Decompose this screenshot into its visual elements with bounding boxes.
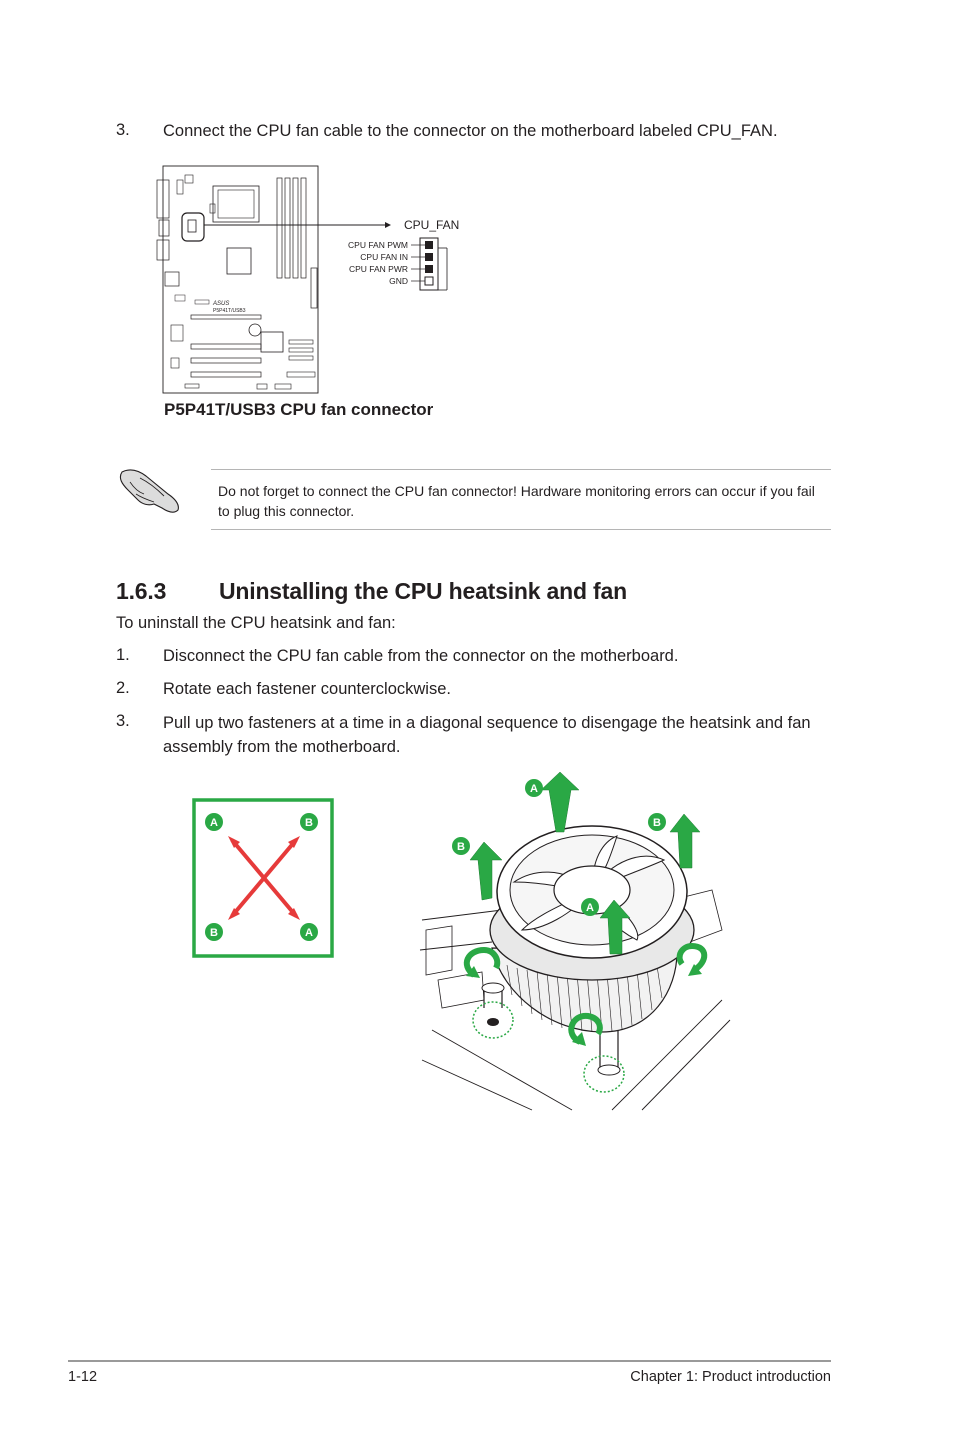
section-number: 1.6.3 xyxy=(116,578,167,604)
diagram-caption: P5P41T/USB3 CPU fan connector xyxy=(164,400,434,419)
brand-label: ASUS xyxy=(213,301,230,307)
svg-text:B: B xyxy=(210,927,218,939)
footer-rule xyxy=(68,1360,831,1362)
svg-text:A: A xyxy=(530,783,538,795)
step-3-number: 3. xyxy=(116,121,130,139)
section-title: Uninstalling the CPU heatsink and fan xyxy=(219,578,627,604)
pin-label-gnd: GND xyxy=(389,276,408,286)
step-3b-text: Pull up two fasteners at a time in a diagonal sequence to disengage the heatsink and fan assembly from the motherboard. xyxy=(163,714,811,756)
note-bottom-rule xyxy=(211,529,831,530)
badge-a-top-left xyxy=(205,813,223,831)
badge-b-bottom-left xyxy=(205,923,223,941)
heatsink-fan-illustration xyxy=(412,770,732,1115)
step-3b-number: 3. xyxy=(116,712,130,730)
svg-text:B: B xyxy=(457,841,465,853)
step-1-text: Disconnect the CPU fan cable from the connector on the motherboard. xyxy=(163,647,679,665)
board-label-on-diagram: P5P41T/USB3 xyxy=(213,308,246,314)
connector-name-label: CPU_FAN xyxy=(404,218,460,232)
intro-text: To uninstall the CPU heatsink and fan: xyxy=(116,614,396,632)
step-1-number: 1. xyxy=(116,646,130,664)
note-top-rule xyxy=(211,469,831,470)
badge-a-bottom-right xyxy=(300,923,318,941)
svg-text:B: B xyxy=(305,817,313,829)
pin-label-pwr: CPU FAN PWR xyxy=(348,264,408,274)
fig-badge-b-left xyxy=(452,837,470,855)
hand-pointer-icon xyxy=(116,464,184,514)
svg-text:A: A xyxy=(586,902,594,914)
step-2-text: Rotate each fastener counterclockwise. xyxy=(163,680,451,698)
pin-label-in: CPU FAN IN xyxy=(360,252,408,262)
fig-badge-a-top xyxy=(525,779,543,797)
chapter-label: Chapter 1: Product introduction xyxy=(630,1369,831,1385)
svg-text:B: B xyxy=(653,817,661,829)
step-2-number: 2. xyxy=(116,679,130,697)
note-text: Do not forget to connect the CPU fan connector! Hardware monitoring errors can occur if you fail to plug this connector. xyxy=(218,483,815,519)
pin-label-pwm: CPU FAN PWM xyxy=(348,240,408,250)
svg-text:A: A xyxy=(305,927,313,939)
diagonal-sequence-diagram xyxy=(192,798,336,958)
page-number: 1-12 xyxy=(68,1369,98,1385)
fig-badge-a-center xyxy=(581,898,599,916)
badge-b-top-right xyxy=(300,813,318,831)
step-3-text: Connect the CPU fan cable to the connector on the motherboard labeled CPU_FAN. xyxy=(163,122,778,140)
svg-text:A: A xyxy=(210,817,218,829)
fig-badge-b-right xyxy=(648,813,666,831)
